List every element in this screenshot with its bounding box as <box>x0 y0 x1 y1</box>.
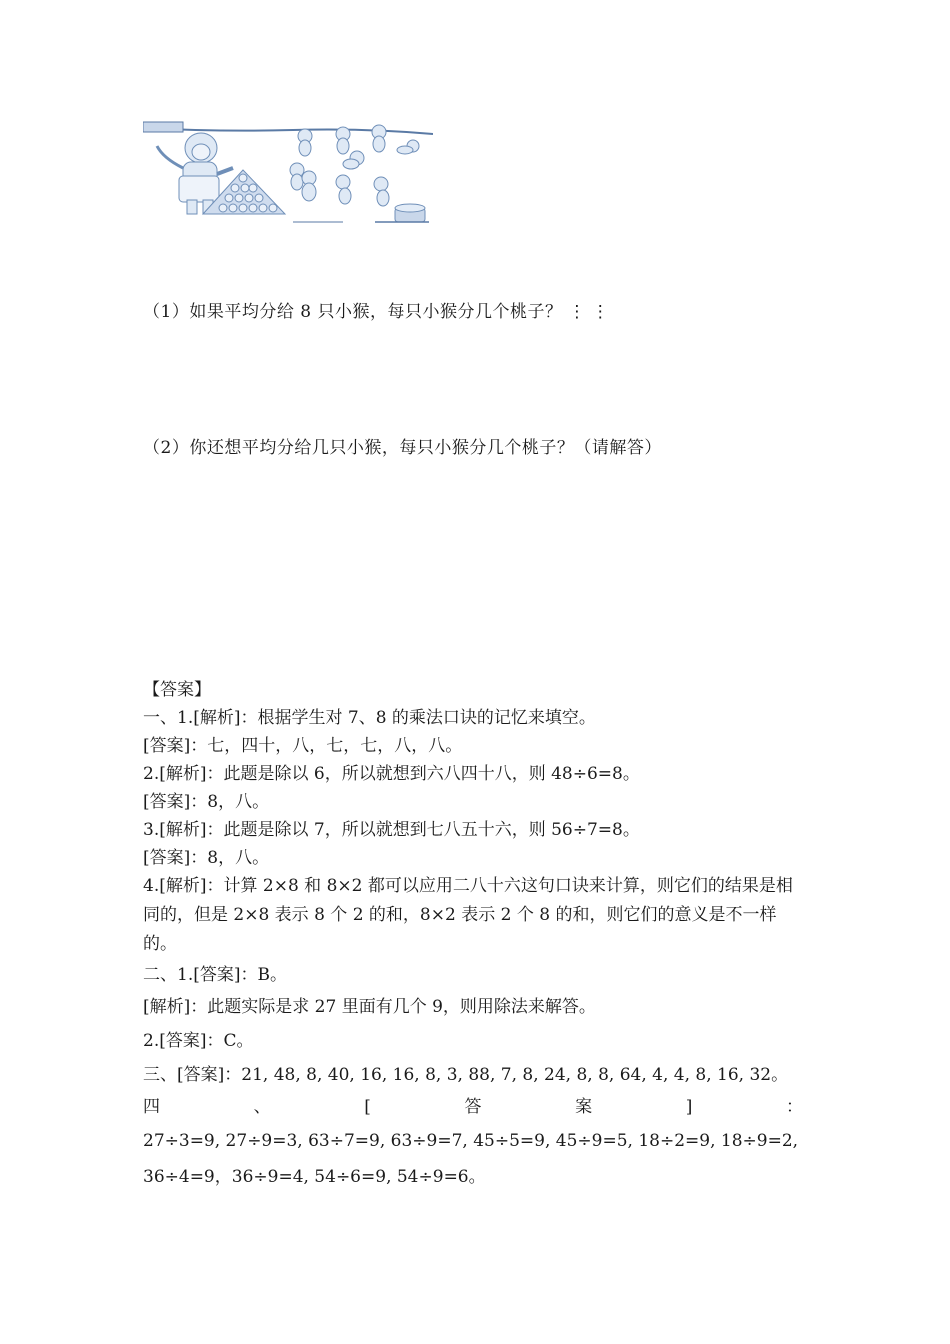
answer-line-6: [答案]：8，八。 <box>143 848 270 868</box>
answer-line-5: 3.[解析]：此题是除以 7，所以就想到七八五十六，则 56÷7=8。 <box>143 820 640 840</box>
answer-line-3: 2.[解析]：此题是除以 6，所以就想到六八四十八，则 48÷6=8。 <box>143 764 640 784</box>
part2-analysis: [解析]：此题实际是求 27 里面有几个 9，则用除法来解答。 <box>143 997 596 1017</box>
part4-heading-char: ： <box>785 1097 803 1117</box>
part4-heading <box>143 1093 803 1123</box>
answer-line-4: [答案]：8，八。 <box>143 792 270 812</box>
part4-answer-body: 27÷3=9, 27÷9=3, 63÷7=9, 63÷9=7, 45÷5=9, 45÷9=5, 18÷2=9, 18÷9=2, 36÷4=9，36÷9=4, 54÷6=9, 54÷9=6。 <box>143 1131 799 1187</box>
part4-heading-char: 案 <box>575 1097 593 1117</box>
part2-answer-2: 2.[答案]：C。 <box>143 1031 254 1051</box>
answer-line-1: 一、1.[解析]：根据学生对 7、8 的乘法口诀的记忆来填空。 <box>143 708 596 728</box>
answer-header: 【答案】 <box>143 680 211 700</box>
part4-heading-char: 、 <box>253 1097 271 1117</box>
part4-heading-char: ] <box>685 1097 693 1117</box>
question-1: （1）如果平均分给 8 只小猴，每只小猴分几个桃子？ ⋮ ⋮ <box>143 302 610 322</box>
monkeys-peaches-illustration <box>143 118 433 226</box>
part4-heading-char: 答 <box>464 1097 482 1117</box>
answer-section <box>143 676 809 1195</box>
part4-heading-char: [ <box>364 1097 371 1117</box>
question-2: （2）你还想平均分给几只小猴，每只小猴分几个桃子？（请解答） <box>143 438 662 458</box>
answer-item-4: 4.[解析]：计算 2×8 和 8×2 都可以应用二八十六这句口诀来计算，则它们的结果是相同的，但是 2×8 表示 8 个 2 的和，8×2 表示 2 个 8 的和，则它们的意义是不一样的。 <box>143 876 793 954</box>
part3-answer: 三、[答案]：21, 48, 8, 40, 16, 16, 8, 3, 88, 7, 8, 24, 8, 8, 64, 4, 4, 8, 16, 32。 <box>143 1065 789 1085</box>
answer-line-2: [答案]：七，四十，八，七，七，八，八。 <box>143 736 463 756</box>
part2-answer-1: 二、1.[答案]：B。 <box>143 965 287 985</box>
part4-heading-char: 四 <box>143 1097 160 1117</box>
